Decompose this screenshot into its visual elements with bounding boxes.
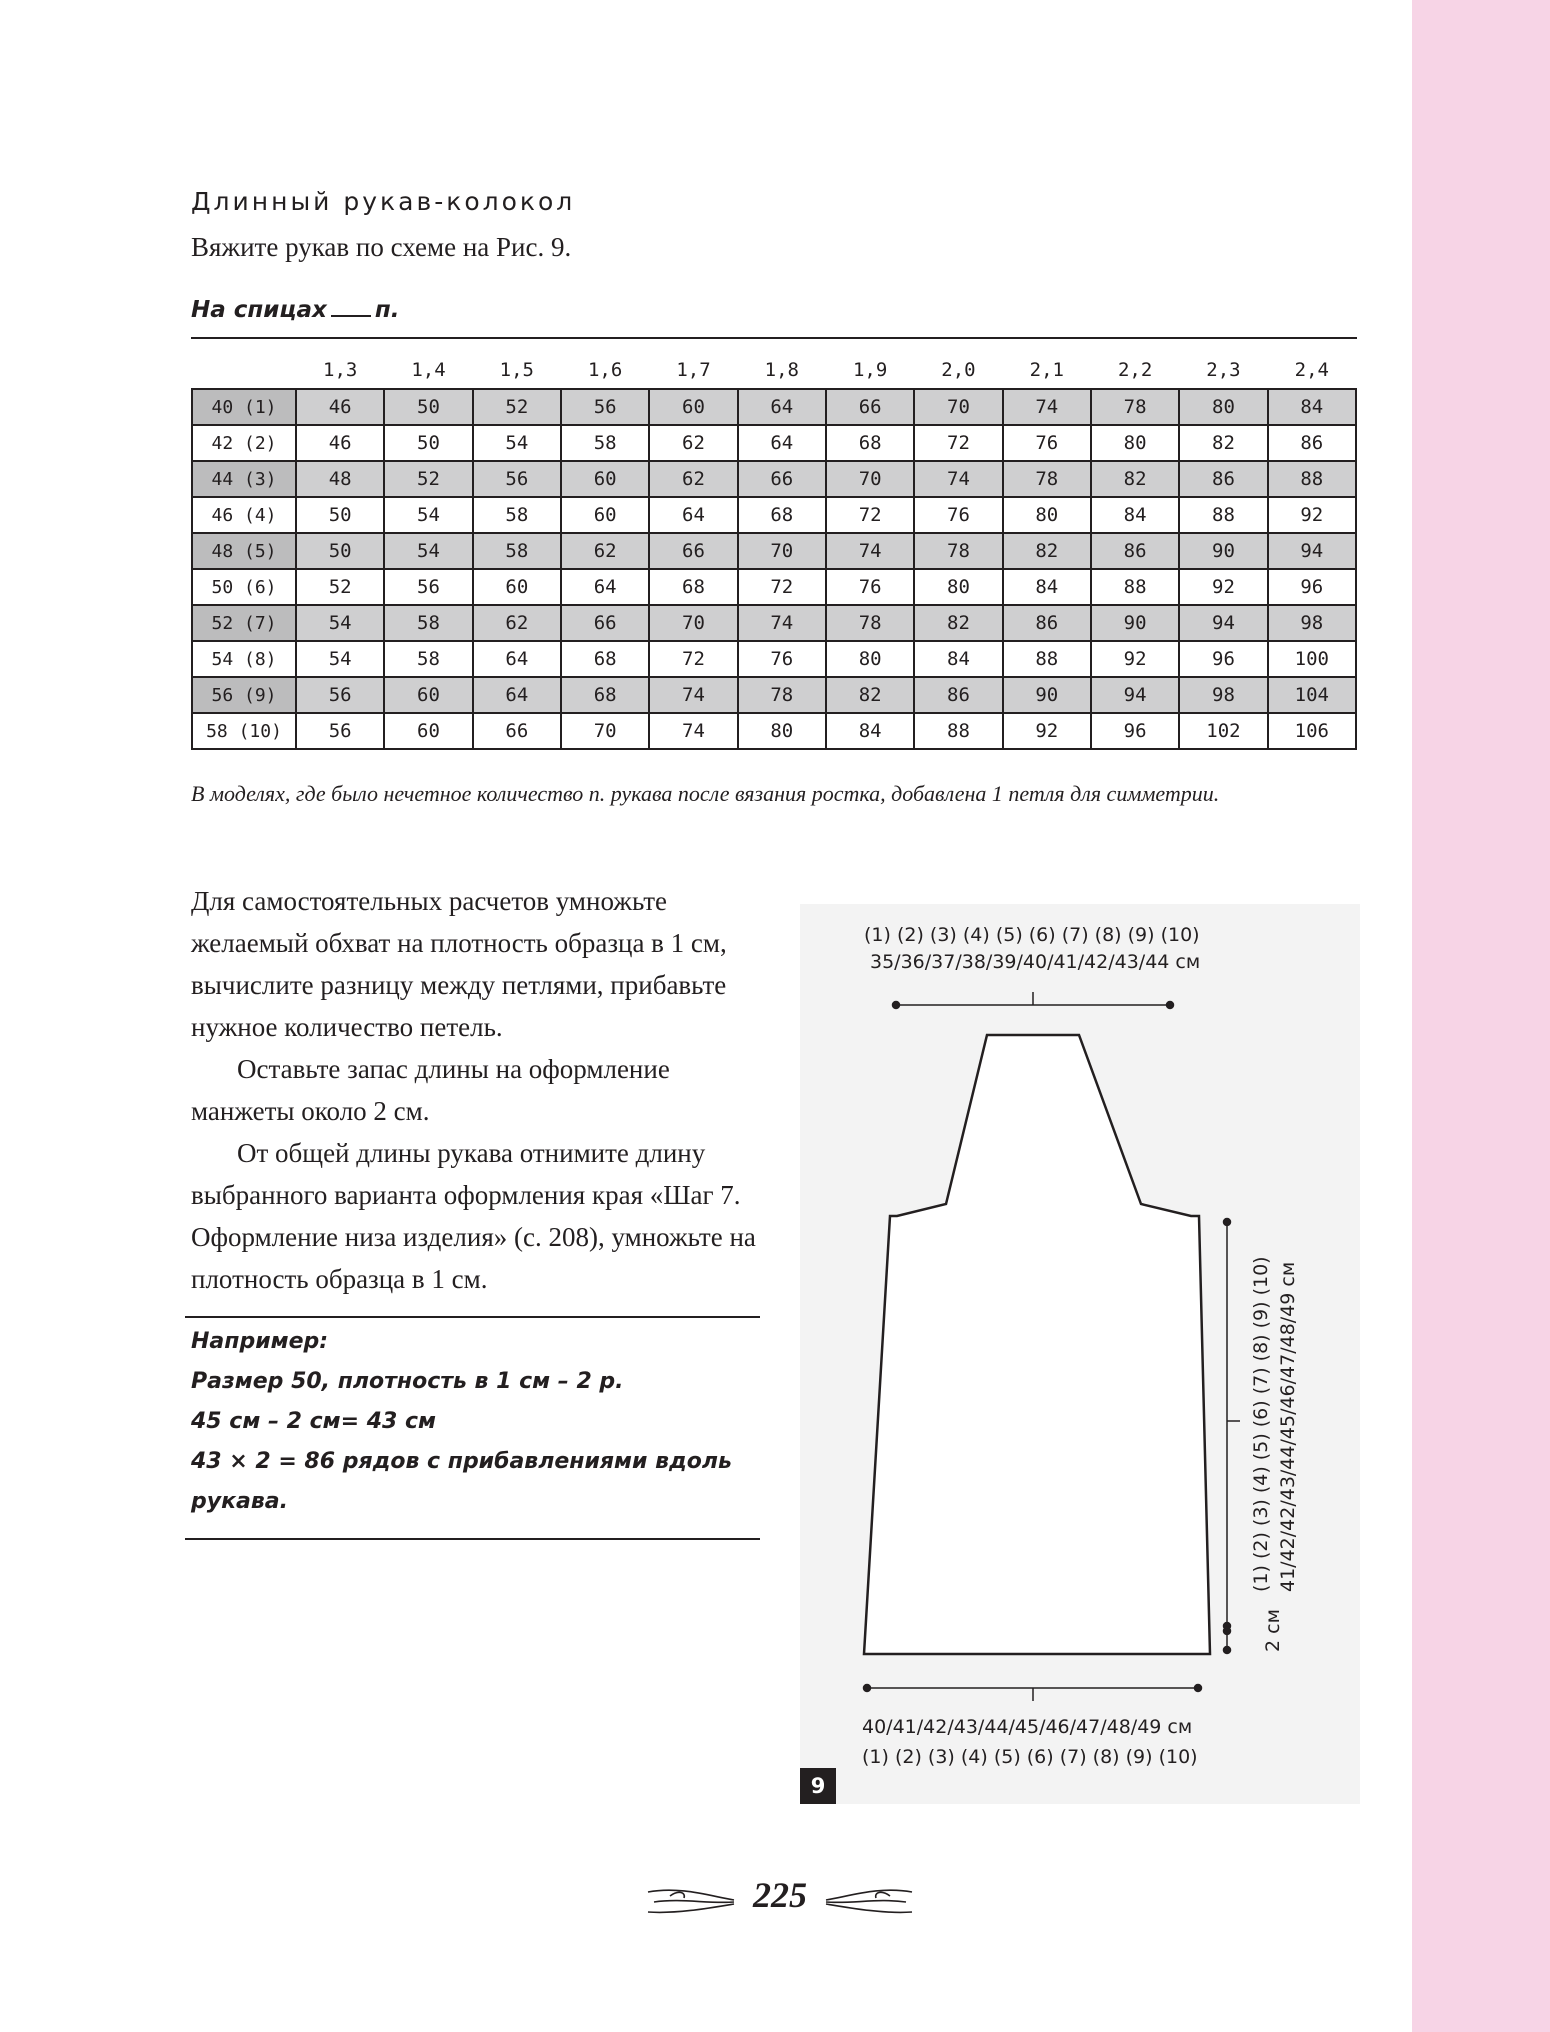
stitch-count-cell: 70 <box>826 461 914 497</box>
example-top-rule <box>185 1316 760 1318</box>
stitch-count-cell: 58 <box>473 533 561 569</box>
stitch-count-cell: 50 <box>296 533 384 569</box>
stitch-count-cell: 68 <box>561 641 649 677</box>
stitch-count-table <box>191 352 1357 750</box>
stitch-count-cell: 78 <box>1003 461 1091 497</box>
table-row <box>192 677 1356 713</box>
stitch-count-cell: 62 <box>649 425 737 461</box>
top-dimension-end-left <box>893 1002 900 1009</box>
table-row <box>192 533 1356 569</box>
stitch-count-cell: 94 <box>1179 605 1267 641</box>
stitch-count-cell: 72 <box>738 569 826 605</box>
stitch-count-cell: 98 <box>1179 677 1267 713</box>
size-cell: 56 (9) <box>192 677 296 713</box>
stitch-count-cell: 70 <box>914 389 1002 425</box>
sleeve-diagram <box>800 904 1360 1804</box>
stitch-count-cell: 54 <box>384 497 472 533</box>
stitch-count-cell: 46 <box>296 389 384 425</box>
column-header: 2,0 <box>941 359 976 381</box>
example-line: Размер 50, плотность в 1 см – 2 р. <box>191 1369 624 1394</box>
stitch-count-cell: 56 <box>296 713 384 749</box>
stitch-count-cell: 90 <box>1179 533 1267 569</box>
stitch-count-cell: 66 <box>649 533 737 569</box>
stitch-count-cell: 74 <box>738 605 826 641</box>
stitch-count-cell: 84 <box>826 713 914 749</box>
table-row <box>192 461 1356 497</box>
stitch-count-cell: 72 <box>826 497 914 533</box>
stitch-count-cell: 96 <box>1179 641 1267 677</box>
stitch-count-cell: 62 <box>473 605 561 641</box>
blank-field <box>331 315 371 317</box>
size-cell: 54 (8) <box>192 641 296 677</box>
table-row <box>192 569 1356 605</box>
stitch-count-cell: 62 <box>561 533 649 569</box>
page-footer <box>640 1868 920 1928</box>
stitch-count-cell: 66 <box>738 461 826 497</box>
stitch-count-cell: 82 <box>1003 533 1091 569</box>
figure-number: 9 <box>800 1768 836 1804</box>
stitch-count-cell: 70 <box>649 605 737 641</box>
stitch-count-cell: 76 <box>826 569 914 605</box>
stitch-count-cell: 78 <box>1091 389 1179 425</box>
stitch-count-cell: 52 <box>473 389 561 425</box>
stitch-count-cell: 48 <box>296 461 384 497</box>
column-header: 2,3 <box>1206 359 1241 381</box>
table-caption <box>191 297 399 323</box>
stitch-count-cell: 74 <box>649 677 737 713</box>
stitch-count-cell: 60 <box>649 389 737 425</box>
stitch-count-cell: 94 <box>1091 677 1179 713</box>
bottom-dimension-end-left <box>864 1685 871 1692</box>
side-dimension-end-top <box>1224 1219 1231 1226</box>
stitch-count-cell: 86 <box>1003 605 1091 641</box>
stitch-count-cell: 88 <box>1003 641 1091 677</box>
column-header: 2,4 <box>1294 359 1329 381</box>
table-row <box>192 641 1356 677</box>
stitch-count-cell: 62 <box>649 461 737 497</box>
cuff-dimension-end-bottom <box>1224 1647 1231 1654</box>
stitch-count-cell: 46 <box>296 425 384 461</box>
column-header: 1,7 <box>676 359 711 381</box>
stitch-count-cell: 80 <box>1003 497 1091 533</box>
stitch-count-cell: 78 <box>914 533 1002 569</box>
table-body <box>192 389 1356 749</box>
bottom-width-values: 40/41/42/43/44/45/46/47/48/49 см <box>862 1716 1193 1738</box>
table-caption-suffix: п. <box>374 297 400 323</box>
stitch-count-cell: 56 <box>296 677 384 713</box>
size-cell: 50 (6) <box>192 569 296 605</box>
stitch-count-cell: 90 <box>1003 677 1091 713</box>
stitch-count-cell: 92 <box>1268 497 1356 533</box>
stitch-count-cell: 72 <box>649 641 737 677</box>
stitch-count-cell: 84 <box>1091 497 1179 533</box>
stitch-count-cell: 80 <box>826 641 914 677</box>
stitch-count-cell: 54 <box>296 605 384 641</box>
stitch-count-cell: 92 <box>1091 641 1179 677</box>
stitch-count-cell: 84 <box>914 641 1002 677</box>
stitch-count-cell: 50 <box>296 497 384 533</box>
top-dimension-end-right <box>1167 1002 1174 1009</box>
stitch-count-cell: 86 <box>1268 425 1356 461</box>
example-title: Например: <box>191 1329 329 1354</box>
stitch-count-cell: 86 <box>1179 461 1267 497</box>
stitch-count-cell: 66 <box>561 605 649 641</box>
table-row <box>192 425 1356 461</box>
stitch-count-cell: 60 <box>561 497 649 533</box>
stitch-count-cell: 78 <box>738 677 826 713</box>
stitch-count-cell: 50 <box>384 425 472 461</box>
stitch-count-cell: 80 <box>1179 389 1267 425</box>
column-header: 1,3 <box>323 359 358 381</box>
stitch-count-cell: 60 <box>384 713 472 749</box>
stitch-count-cell: 82 <box>826 677 914 713</box>
table-row <box>192 389 1356 425</box>
stitch-count-cell: 60 <box>384 677 472 713</box>
column-header: 1,4 <box>411 359 446 381</box>
stitch-count-cell: 84 <box>1003 569 1091 605</box>
stitch-count-cell: 86 <box>914 677 1002 713</box>
side-color-band <box>1412 0 1550 2032</box>
stitch-count-cell: 64 <box>738 425 826 461</box>
table-note: В моделях, где было нечетное количество п. рукава после вязания ростка, добавлена 1 петля для симметрии. <box>191 781 1220 806</box>
side-length-values: 41/42/42/43/44/45/46/47/48/49 см <box>1277 1261 1299 1592</box>
stitch-count-cell: 64 <box>473 641 561 677</box>
size-cell: 46 (4) <box>192 497 296 533</box>
top-width-sizes: (1) (2) (3) (4) (5) (6) (7) (8) (9) (10) <box>864 924 1200 946</box>
stitch-count-cell: 82 <box>914 605 1002 641</box>
stitch-count-cell: 64 <box>738 389 826 425</box>
stitch-count-cell: 80 <box>738 713 826 749</box>
stitch-count-cell: 76 <box>914 497 1002 533</box>
stitch-count-cell: 84 <box>1268 389 1356 425</box>
size-cell: 40 (1) <box>192 389 296 425</box>
stitch-count-cell: 68 <box>826 425 914 461</box>
top-width-values: 35/36/37/38/39/40/41/42/43/44 см <box>870 951 1201 973</box>
stitch-count-cell: 60 <box>473 569 561 605</box>
stitch-count-cell: 88 <box>1268 461 1356 497</box>
table-row <box>192 497 1356 533</box>
stitch-count-cell: 74 <box>914 461 1002 497</box>
stitch-count-cell: 74 <box>649 713 737 749</box>
stitch-count-cell: 64 <box>649 497 737 533</box>
table-row <box>192 713 1356 749</box>
section-heading: Длинный рукав-колокол <box>191 187 576 216</box>
stitch-count-cell: 90 <box>1091 605 1179 641</box>
stitch-count-cell: 74 <box>1003 389 1091 425</box>
stitch-count-cell: 88 <box>1091 569 1179 605</box>
stitch-count-cell: 104 <box>1268 677 1356 713</box>
stitch-count-cell: 88 <box>1179 497 1267 533</box>
stitch-count-cell: 56 <box>473 461 561 497</box>
cuff-length-label: 2 см <box>1262 1609 1284 1652</box>
table-caption-prefix: На спицах <box>191 297 327 323</box>
size-cell: 48 (5) <box>192 533 296 569</box>
stitch-count-cell: 76 <box>738 641 826 677</box>
instructions-paragraph: Оставьте запас длины на оформление манжеты около 2 см. <box>191 1054 670 1126</box>
stitch-count-cell: 58 <box>561 425 649 461</box>
side-length-sizes: (1) (2) (3) (4) (5) (6) (7) (8) (9) (10) <box>1250 1256 1272 1592</box>
stitch-count-cell: 52 <box>384 461 472 497</box>
stitch-count-cell: 56 <box>561 389 649 425</box>
instructions-text <box>191 880 761 1300</box>
stitch-count-cell: 96 <box>1268 569 1356 605</box>
size-cell: 58 (10) <box>192 713 296 749</box>
column-header: 1,5 <box>499 359 534 381</box>
page-number: 225 <box>753 1875 807 1915</box>
stitch-count-cell: 70 <box>561 713 649 749</box>
sleeve-outline <box>864 1035 1210 1654</box>
stitch-count-cell: 68 <box>738 497 826 533</box>
stitch-count-cell: 76 <box>1003 425 1091 461</box>
stitch-count-cell: 56 <box>384 569 472 605</box>
stitch-count-cell: 72 <box>914 425 1002 461</box>
column-header: 2,1 <box>1029 359 1064 381</box>
cuff-dimension-end-top <box>1224 1628 1231 1635</box>
stitch-count-cell: 80 <box>1091 425 1179 461</box>
stitch-count-cell: 64 <box>473 677 561 713</box>
stitch-count-cell: 94 <box>1268 533 1356 569</box>
stitch-count-cell: 58 <box>384 605 472 641</box>
size-cell: 42 (2) <box>192 425 296 461</box>
example-line: 43 × 2 = 86 рядов с прибавлениями вдоль рукава. <box>191 1449 732 1514</box>
size-cell: 52 (7) <box>192 605 296 641</box>
stitch-count-cell: 92 <box>1003 713 1091 749</box>
stitch-count-cell: 86 <box>1091 533 1179 569</box>
stitch-count-cell: 58 <box>384 641 472 677</box>
size-cell: 44 (3) <box>192 461 296 497</box>
stitch-count-cell: 68 <box>561 677 649 713</box>
stitch-count-cell: 100 <box>1268 641 1356 677</box>
stitch-count-cell: 80 <box>914 569 1002 605</box>
instructions-paragraph: Для самостоятельных расчетов умножьте желаемый обхват на плотность образца в 1 см, вычислите разницу между петлями, прибавьте нужное количество петель. <box>191 886 727 1042</box>
stitch-count-cell: 82 <box>1179 425 1267 461</box>
stitch-count-cell: 92 <box>1179 569 1267 605</box>
stitch-count-cell: 78 <box>826 605 914 641</box>
stitch-count-cell: 82 <box>1091 461 1179 497</box>
example-bottom-rule <box>185 1538 760 1540</box>
example-box <box>191 1322 751 1522</box>
stitch-count-cell: 68 <box>649 569 737 605</box>
column-header: 1,9 <box>852 359 888 381</box>
stitch-count-cell: 102 <box>1179 713 1267 749</box>
stitch-count-cell: 66 <box>473 713 561 749</box>
stitch-count-cell: 52 <box>296 569 384 605</box>
stitch-count-cell: 58 <box>473 497 561 533</box>
table-header-row <box>192 352 1356 389</box>
stitch-count-cell: 54 <box>296 641 384 677</box>
stitch-count-cell: 88 <box>914 713 1002 749</box>
stitch-count-cell: 54 <box>384 533 472 569</box>
table-corner-cell <box>192 352 296 389</box>
stitch-count-cell: 70 <box>738 533 826 569</box>
stitch-count-cell: 64 <box>561 569 649 605</box>
stitch-count-cell: 54 <box>473 425 561 461</box>
intro-text: Вяжите рукав по схеме на Рис. 9. <box>191 232 572 262</box>
column-header: 2,2 <box>1117 359 1153 381</box>
column-header: 1,8 <box>764 359 799 381</box>
stitch-count-cell: 74 <box>826 533 914 569</box>
instructions-paragraph: От общей длины рукава отнимите длину выбранного варианта оформления края «Шаг 7. Оформление низа изделия» (с. 208), умножьте на плотность образца в 1 см. <box>191 1138 756 1294</box>
stitch-count-cell: 60 <box>561 461 649 497</box>
stitch-count-cell: 96 <box>1091 713 1179 749</box>
example-line: 45 см – 2 см= 43 см <box>191 1409 436 1434</box>
table-row <box>192 605 1356 641</box>
table-top-rule <box>191 337 1357 339</box>
stitch-count-cell: 50 <box>384 389 472 425</box>
bottom-width-sizes: (1) (2) (3) (4) (5) (6) (7) (8) (9) (10) <box>862 1746 1198 1768</box>
stitch-count-cell: 106 <box>1268 713 1356 749</box>
stitch-count-cell: 98 <box>1268 605 1356 641</box>
column-header: 1,6 <box>587 359 623 381</box>
bottom-dimension-end-right <box>1195 1685 1202 1692</box>
stitch-count-cell: 66 <box>826 389 914 425</box>
